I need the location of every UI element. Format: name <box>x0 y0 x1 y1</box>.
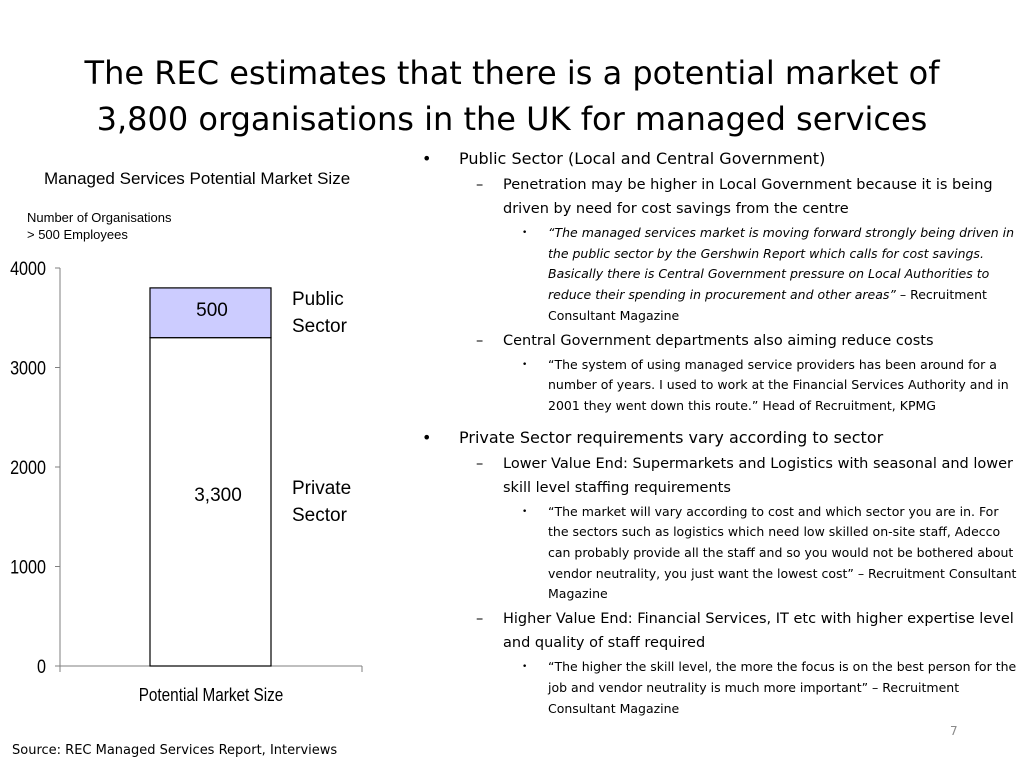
sub-bullet-text: Higher Value End: Financial Services, IT etc with higher expertise level and quality of staff required <box>503 611 1014 652</box>
bullet-content <box>418 144 1018 719</box>
y-axis-label-line2: > 500 Employees <box>27 227 128 242</box>
data-label-private: 3,300 <box>194 485 242 506</box>
bullet-dot-icon: • <box>522 228 528 238</box>
y-axis-label-line1: Number of Organisations <box>27 210 172 225</box>
chart-title: Managed Services Potential Market Size <box>44 169 351 188</box>
sub-bullet-higher-value <box>418 607 1018 655</box>
source-note: Source: REC Managed Services Report, Interviews <box>12 743 338 758</box>
page-number: 7 <box>950 724 958 738</box>
quote-kpmg <box>418 355 1018 417</box>
dash-icon: – <box>476 332 484 349</box>
y-tick-label: 4000 <box>10 257 46 280</box>
quote-text: “The market will vary according to cost and which sector you are in. For the sectors such as logistics which need low skilled on-site staff, Adecco can probably provide all the staff and so you would not be bothered about vendor neutrality, you just want the lowest cost” – Recruitment Consultant Magazine <box>548 503 1017 602</box>
sub-bullet-lower-value <box>418 452 1018 500</box>
bullet-dot-icon: • <box>422 427 432 447</box>
quote-text: “The higher the skill level, the more the focus is on the best person for the job and vendor neutrality is much more important” – Recruitment Consultant Magazine <box>548 659 1017 716</box>
sub-bullet-local-government <box>418 173 1018 221</box>
quote-adecco <box>418 502 1018 606</box>
legend-label-private-sector <box>292 475 382 529</box>
quote-text: “The system of using managed service providers has been around for a number of years. I used to work at the Financial Services Authority and in 2001 they went down this route.” Head of Recruitment, KPMG <box>548 356 1009 413</box>
quote-skill-level <box>418 657 1018 719</box>
y-tick-label: 1000 <box>10 556 46 578</box>
bullet-dot-icon: • <box>522 662 528 673</box>
quote-gershwin <box>418 223 1018 327</box>
data-label-public: 500 <box>196 299 228 321</box>
y-tick-label: 3000 <box>10 357 46 379</box>
legend-private-line1: Private <box>292 478 352 499</box>
legend-public-line2: Sector <box>292 315 347 337</box>
legend-private-line2: Sector <box>292 505 347 526</box>
bullet-dot-icon: • <box>422 149 432 168</box>
sub-bullet-central-government <box>418 329 1018 353</box>
bullet-text: Public Sector (Local and Central Government) <box>459 149 826 168</box>
sub-bullet-text: Central Government departments also aiming reduce costs <box>503 332 934 349</box>
bullet-dot-icon: • <box>522 359 528 370</box>
y-tick-label: 0 <box>37 655 46 678</box>
legend-label-public-sector <box>292 286 382 340</box>
bullet-text: Private Sector requirements vary according to sector <box>459 427 884 447</box>
bullet-dot-icon: • <box>522 506 528 517</box>
y-tick-label: 2000 <box>10 456 46 479</box>
sub-bullet-text: Lower Value End: Supermarkets and Logistics with seasonal and lower skill level staffing requirements <box>503 455 1013 496</box>
dash-icon: – <box>476 455 484 472</box>
bullet-public-sector <box>418 146 1018 171</box>
x-axis-label: Potential Market Size <box>138 685 284 705</box>
quote-text: “The managed services market is moving forward strongly being driven in the public sector by the Gershwin Report which calls for cost savings. Basically there is Central Government pressure on Local Authorities to reduce their spending in procurement and other areas” <box>548 225 1015 303</box>
legend-public-line1: Public <box>292 288 344 310</box>
quote-source: – Recruitment Consultant Magazine <box>548 287 987 323</box>
sub-bullet-text: Penetration may be higher in Local Government because it is being driven by need for cost savings from the centre <box>503 177 993 217</box>
slide-title: The REC estimates that there is a potential market of 3,800 organisations in the UK for managed services <box>84 54 940 138</box>
bullet-private-sector <box>418 425 1018 450</box>
dash-icon: – <box>476 611 484 628</box>
dash-icon: – <box>476 177 484 193</box>
y-axis-label <box>27 209 172 243</box>
